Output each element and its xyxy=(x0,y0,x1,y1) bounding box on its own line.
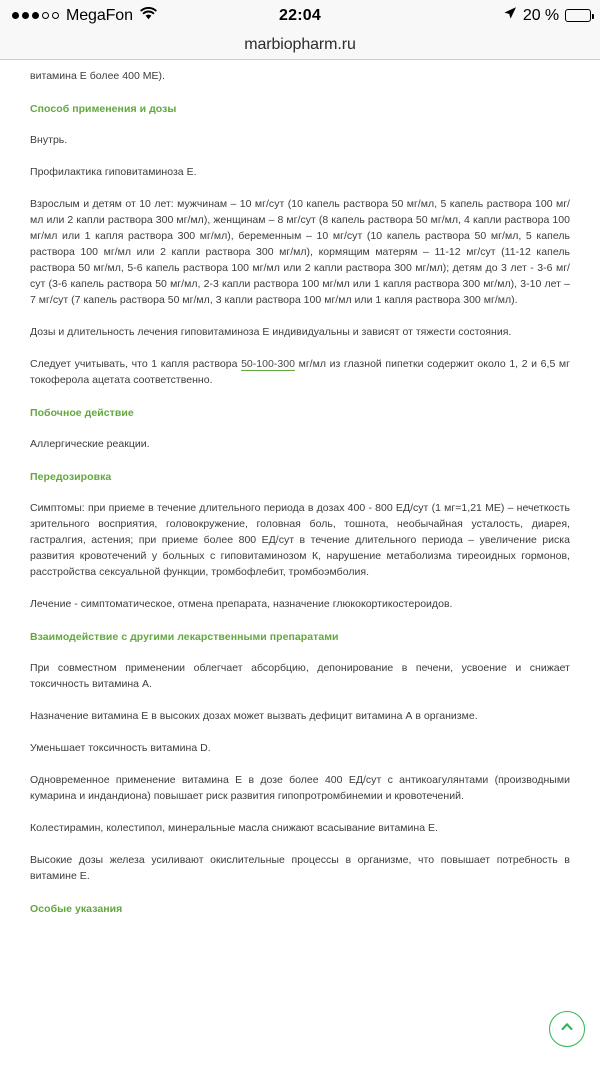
paragraph: Уменьшает токсичность витамина D. xyxy=(30,742,211,754)
paragraph: Высокие дозы железа усиливают окислительные процессы в организме, что повышает потребность в витамине Е. xyxy=(30,854,570,882)
paragraph: Дозы и длительность лечения гиповитаминоза Е индивидуальны и зависят от тяжести состояния. xyxy=(30,326,512,338)
url-bar[interactable] xyxy=(0,31,600,59)
location-arrow-icon xyxy=(503,6,517,25)
paragraph: Аллергические реакции. xyxy=(30,438,150,450)
browser-chrome xyxy=(0,0,600,60)
paragraph: Взрослым и детям от 10 лет: мужчинам – 10 мг/сут (10 капель раствора 50 мг/мл, 5 капель раствора 100 мг/мл или 2 капли раствора 300 мг/мл), женщинам – 8 мг/сут (8 капель раствора 50 мг/мл, 4 капли раствора 100 мг/мл или 1 капля раствора 300 мг/мл), беременным – 10 мг/сут (10 капель раствора 50 мг/мл, 5 капель раствора 100 мг/мл или 2 капли раствора 300 мг/мл), кормящим матерям – 11-12 мг/сут (11-12 капель раствора 50 мг/мл, 5-6 капель раствора 100 мг/мл или 2 капли раствора 300 мг/мл); детям до 3 лет - 3-6 мг/сут (3-6 капель раствора 50 мг/мл, 2-3 капли раствора 100 мг/мл или 1 капля раствора 300 мг/мл), 3-10 лет – 7 мг/сут (7 капель раствора 50 мг/мл, 3 капли раствора 100 мг/мл или 1 капля раствора 300 мг/мл). xyxy=(30,198,570,306)
paragraph: Назначение витамина Е в высоких дозах может вызвать дефицит витамина А в организме. xyxy=(30,710,478,722)
section-heading: Взаимодействие с другими лекарственными препаратами xyxy=(30,631,339,643)
section-heading: Побочное действие xyxy=(30,407,134,419)
paragraph-text: мг/мл из глазной пипетки содержит около 1, 2 и 6,5 мг токоферола ацетата соответственно. xyxy=(30,358,570,386)
battery-icon xyxy=(565,9,591,22)
section-heading: Особые указания xyxy=(30,903,123,915)
paragraph: При совместном применении облегчает абсорбцию, депонирование в печени, усвоение и снижает токсичность витамина А. xyxy=(30,662,570,690)
carrier-label: MegaFon xyxy=(66,6,133,24)
url-text: marbiopharm.ru xyxy=(244,36,356,53)
document-body xyxy=(30,60,570,916)
paragraph: Профилактика гиповитаминоза Е. xyxy=(30,166,197,178)
paragraph: витамина Е более 400 МЕ). xyxy=(30,70,165,82)
inline-link[interactable]: 50-100-300 xyxy=(241,358,295,370)
scroll-to-top-button[interactable] xyxy=(549,1011,585,1047)
paragraph: Внутрь. xyxy=(30,134,68,146)
section-heading: Передозировка xyxy=(30,471,112,483)
page-content-scroll-area[interactable] xyxy=(0,60,600,1066)
battery-percent-label: 20 % xyxy=(522,6,559,24)
chevron-up-icon xyxy=(559,1019,575,1040)
paragraph: Симптомы: при приеме в течение длительного периода в дозах 400 - 800 ЕД/сут (1 мг=1,21 МЕ) – нечеткость зрительного восприятия, головокружение, головная боль, тошнота, необычайная усталость, диарея, гастралгия, астения; при приеме более 800 ЕД/сут в течение длительного периода – увеличение риска развития кровотечений у больных с гиповитаминозом К, нарушение метаболизма тиреоидных гормонов, расстройства сексуальной функции, тромбофлебит, тромбоэмболия. xyxy=(30,502,570,578)
status-bar-right xyxy=(503,0,591,31)
paragraph: Колестирамин, колестипол, минеральные масла снижают всасывание витамина Е. xyxy=(30,822,439,834)
paragraph: Одновременное применение витамина Е в дозе более 400 ЕД/сут с антикоагулянтами (производными кумарина и индандиона) повышает риск развития гипопротромбинемии и кровотечений. xyxy=(30,774,570,802)
clock-label: 22:04 xyxy=(279,6,321,24)
status-bar xyxy=(0,0,600,31)
paragraph-text: Следует учитывать, что 1 капля раствора xyxy=(30,358,242,370)
paragraph: Лечение - симптоматическое, отмена препарата, назначение глюкокортикостероидов. xyxy=(30,598,453,610)
paragraph xyxy=(30,356,570,388)
section-heading: Способ применения и дозы xyxy=(30,103,177,115)
